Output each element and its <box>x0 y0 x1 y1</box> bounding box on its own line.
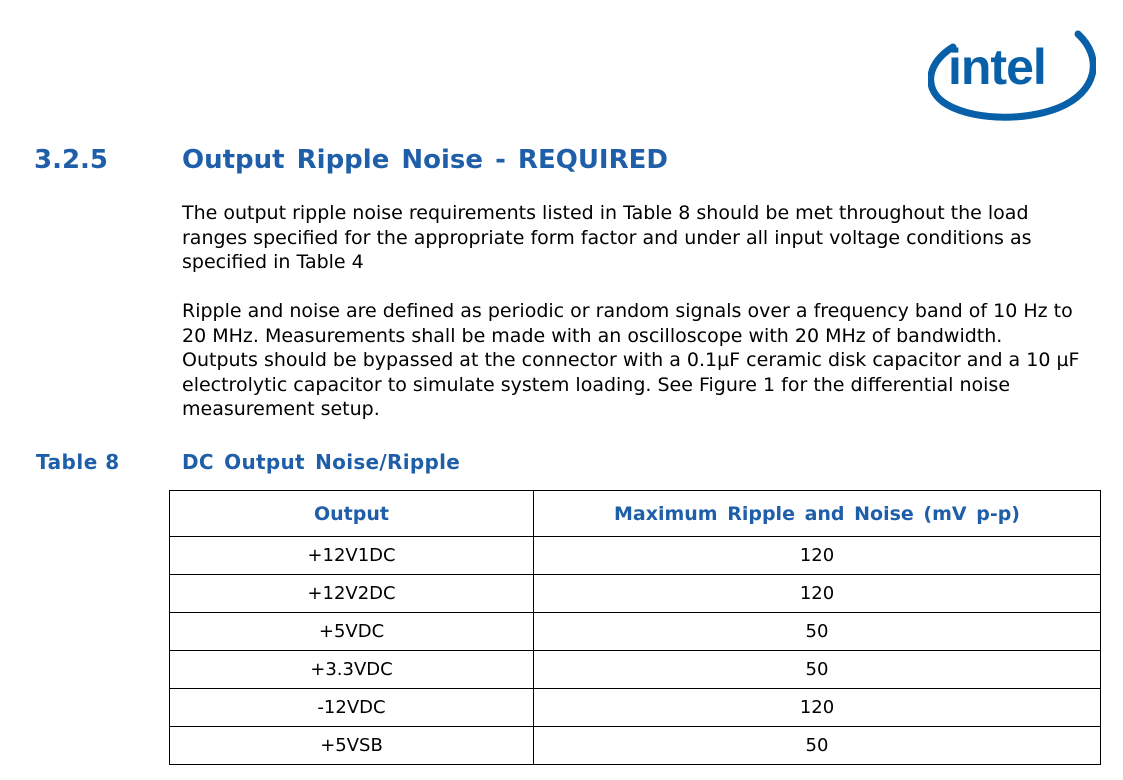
cell-ripple-value: 120 <box>534 689 1101 727</box>
cell-ripple-value: 50 <box>534 727 1101 765</box>
cell-output: +3.3VDC <box>170 651 534 689</box>
cell-output: -12VDC <box>170 689 534 727</box>
noise-ripple-table <box>169 490 1101 765</box>
cell-output: +12V1DC <box>170 537 534 575</box>
table-row <box>170 689 1101 727</box>
table-row <box>170 651 1101 689</box>
cell-ripple-value: 120 <box>534 537 1101 575</box>
table-number: Table 8 <box>36 450 120 474</box>
table-row <box>170 575 1101 613</box>
section-title: Output Ripple Noise - REQUIRED <box>182 145 668 175</box>
header-output: Output <box>170 491 534 537</box>
table-row <box>170 613 1101 651</box>
cell-output: +12V2DC <box>170 575 534 613</box>
header-max-ripple: Maximum Ripple and Noise (mV p-p) <box>534 491 1101 537</box>
cell-output: +5VDC <box>170 613 534 651</box>
table-row <box>170 537 1101 575</box>
section-number: 3.2.5 <box>34 145 109 175</box>
cell-output: +5VSB <box>170 727 534 765</box>
paragraph-requirements: The output ripple noise requirements listed in Table 8 should be met throughout the load ranges specified for the appropriate form factor and under all input voltage conditions as specified in Table 4 <box>182 202 1032 273</box>
paragraph-ripple-definition: Ripple and noise are defined as periodic or random signals over a frequency band of 10 Hz to 20 MHz. Measurements shall be made with an oscilloscope with 20 MHz of bandwidth. Outputs should be bypassed at the connector with a 0.1µF ceramic disk capacitor and a 10 µF electrolytic capacitor to simulate system loading. See Figure 1 for the differential noise measurement setup. <box>182 300 1080 420</box>
intel-logo-wordmark: intel <box>948 39 1046 95</box>
cell-ripple-value: 50 <box>534 613 1101 651</box>
cell-ripple-value: 120 <box>534 575 1101 613</box>
cell-ripple-value: 50 <box>534 651 1101 689</box>
table-title: DC Output Noise/Ripple <box>182 450 461 474</box>
intel-logo <box>928 12 1096 124</box>
table-row <box>170 727 1101 765</box>
table-header-row <box>170 491 1101 537</box>
